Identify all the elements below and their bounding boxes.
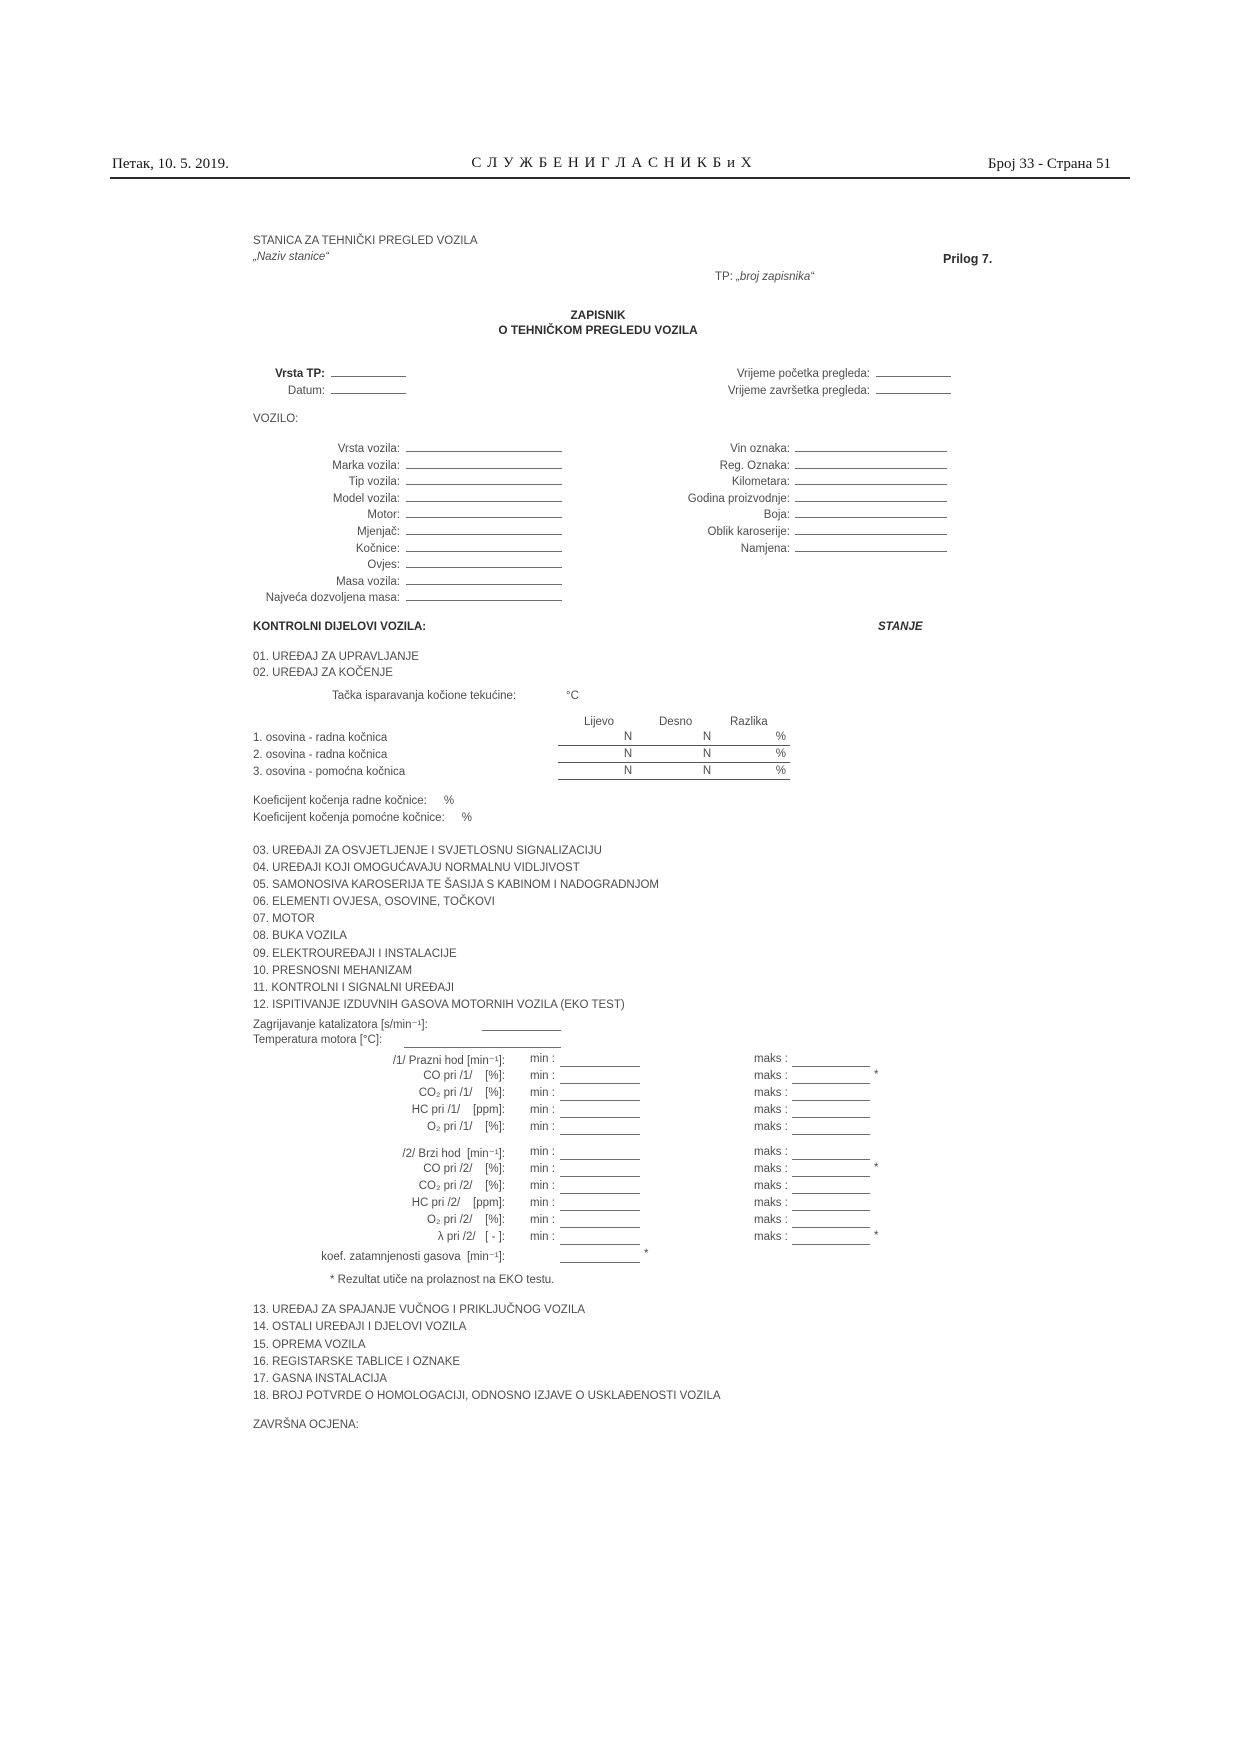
control-items-01-02 (253, 649, 419, 681)
inspection-type-blank (331, 364, 406, 377)
min-value-blank (560, 1214, 640, 1228)
min-label: min : (530, 1180, 555, 1193)
vehicle-field-row (600, 456, 947, 473)
vehicle-field-label: Boja: (763, 509, 790, 522)
catalyst-warmup-blank (482, 1017, 561, 1031)
control-item: 01. UREĐAJ ZA UPRAVLJANJE (253, 651, 419, 663)
axle-left-unit: N (623, 765, 633, 778)
vehicle-field-blank (406, 539, 562, 552)
state-column-label: STANJE (878, 621, 923, 633)
eko-measure-label: O₂ pri /1/ [%]: (427, 1121, 505, 1134)
min-label: min : (530, 1087, 555, 1100)
vehicle-section-label: VOZILO: (253, 413, 299, 425)
vehicle-field-row (230, 505, 562, 522)
brake-table-row (0, 748, 1241, 765)
control-item: 16. REGISTARSKE TABLICE I OZNAKE (253, 1355, 461, 1368)
vehicle-field-row (230, 572, 562, 589)
station-name-placeholder: „Naziv stanice“ (253, 251, 330, 263)
vehicle-field-row (230, 522, 562, 539)
eko-measure-row (0, 1052, 1241, 1069)
maks-value-blank (792, 1231, 870, 1245)
vehicle-field-row (230, 489, 562, 506)
inspection-type-label: Vrsta TP: (275, 368, 325, 380)
eko-measure-label: O₂ pri /2/ [%]: (427, 1214, 505, 1227)
min-value-blank (560, 1163, 640, 1177)
axle-diff-unit: % (775, 765, 786, 778)
control-item: 10. PRESNOSNI MEHANIZAM (253, 964, 413, 977)
inspection-date-label: Datum: (287, 385, 325, 397)
eko-measure-row (0, 1069, 1241, 1086)
axle-diff-unit: % (775, 731, 786, 743)
maks-value-blank (792, 1180, 870, 1194)
soot-coefficient-row (0, 1248, 1241, 1265)
eko-measure-label: HC pri /1/ [ppm]: (411, 1104, 505, 1117)
catalyst-warmup-label: Zagrijavanje katalizatora [s/min⁻¹]: (253, 1019, 428, 1031)
control-item: 12. ISPITIVANJE IZDUVNIH GASOVA MOTORNIH VOZILA (EKO TEST) (253, 998, 625, 1011)
coefficient-label: Koeficijent kočenja radne kočnice: (253, 795, 427, 807)
vehicle-field-blank (795, 522, 947, 535)
control-item: 04. UREĐAJI KOJI OMOGUĆAVAJU NORMALNU VIDLJIVOST (253, 862, 580, 875)
vehicle-field-label: Najveća dozvoljena masa: (265, 592, 400, 605)
axle-values-blank (558, 731, 790, 746)
maks-value-blank (792, 1053, 870, 1067)
min-value-blank (560, 1070, 640, 1084)
brake-header-right: Desno (659, 716, 693, 728)
min-value-blank (560, 1146, 640, 1160)
vehicle-field-row (230, 555, 562, 572)
maks-label: maks : (754, 1087, 788, 1100)
control-item: 08. BUKA VOZILA (253, 930, 347, 943)
maks-value-blank (792, 1163, 870, 1177)
vehicle-field-blank (406, 439, 562, 452)
engine-temp-label: Temperatura motora [°C]: (253, 1034, 383, 1046)
vehicle-field-row (230, 472, 562, 489)
document-title-line2: O TEHNIČKOM PREGLEDU VOZILA (498, 323, 698, 337)
min-label: min : (530, 1053, 555, 1065)
vehicle-field-label: Oblik karoserije: (707, 525, 790, 538)
vehicle-field-label: Vin oznaka: (730, 443, 790, 455)
vehicle-field-label: Reg. Oznaka: (719, 459, 790, 472)
maks-label: maks : (754, 1104, 788, 1117)
axle-values-blank (558, 748, 790, 763)
control-item: 14. OSTALI UREĐAJI I DJELOVI VOZILA (253, 1321, 467, 1334)
min-value-blank (560, 1087, 640, 1101)
control-items-13-18 (253, 1302, 721, 1406)
coefficient-row (253, 793, 472, 810)
annex-label: Prilog 7. (943, 252, 993, 266)
gazette-title: С Л У Ж Б Е Н И Г Л А С Н И К Б и Х (471, 155, 753, 171)
min-value-blank (560, 1180, 640, 1194)
vehicle-field-blank (406, 572, 562, 585)
vehicle-field-row (600, 522, 947, 539)
station-heading: STANICA ZA TEHNIČKI PREGLED VOZILA (253, 235, 478, 247)
vehicle-fields-left-column (230, 439, 562, 605)
inspection-date-row (240, 381, 406, 397)
engine-temp-blank (404, 1034, 561, 1048)
vehicle-field-blank (795, 539, 947, 552)
axle-values-blank (558, 765, 790, 780)
min-label: min : (530, 1231, 555, 1244)
maks-label: maks : (754, 1121, 788, 1134)
vehicle-field-label: Model vozila: (332, 492, 400, 505)
eko-measure-label: CO₂ pri /2/ [%]: (418, 1180, 505, 1193)
tp-number-line (715, 271, 814, 283)
braking-coefficients (253, 793, 472, 827)
control-item: 09. ELEKTROUREĐAJI I INSTALACIJE (253, 947, 457, 960)
header-rule (110, 177, 1130, 179)
maks-label: maks : (754, 1163, 788, 1176)
min-label: min : (530, 1070, 555, 1083)
vehicle-field-blank (406, 456, 562, 469)
brake-header-diff: Razlika (730, 716, 768, 728)
eko-relevance-star: * (874, 1230, 879, 1243)
control-item: 07. MOTOR (253, 913, 315, 926)
document-title-line1: ZAPISNIK (570, 308, 626, 322)
vehicle-field-label: Tip vozila: (348, 476, 400, 489)
control-item: 02. UREĐAJ ZA KOČENJE (253, 667, 393, 679)
vehicle-field-label: Mjenjač: (357, 525, 400, 538)
axle-label: 3. osovina - pomoćna kočnica (253, 766, 406, 779)
eko-measure-label: CO pri /2/ [%]: (423, 1163, 505, 1176)
eko-footnote: * Rezultat utiče na prolaznost na EKO testu. (330, 1274, 555, 1286)
control-items-03-12 (253, 843, 659, 1014)
vehicle-field-blank (795, 505, 947, 518)
inspection-type-row (240, 364, 406, 380)
eko-relevance-star: * (874, 1162, 879, 1175)
maks-label: maks : (754, 1214, 788, 1227)
eko-measure-row (0, 1120, 1241, 1137)
control-item: 13. UREĐAJ ZA SPAJANJE VUČNOG I PRIKLJUČNOG VOZILA (253, 1304, 586, 1316)
vehicle-field-blank (406, 505, 562, 518)
axle-left-unit: N (623, 748, 633, 761)
vehicle-field-label: Godina proizvodnje: (687, 492, 790, 505)
axle-right-unit: N (702, 731, 712, 743)
end-time-label: Vrijeme završetka pregleda: (727, 385, 870, 397)
vehicle-field-row (230, 456, 562, 473)
min-label: min : (530, 1121, 555, 1134)
eko-measure-label: HC pri /2/ [ppm]: (411, 1197, 505, 1210)
axle-right-unit: N (702, 765, 712, 778)
vehicle-field-row (600, 505, 947, 522)
vehicle-field-label: Ovjes: (367, 559, 400, 572)
maks-value-blank (792, 1104, 870, 1118)
min-label: min : (530, 1214, 555, 1227)
coefficient-label: Koeficijent kočenja pomoćne kočnice: (253, 812, 445, 825)
end-time-row (600, 381, 951, 397)
control-parts-heading: KONTROLNI DIJELOVI VOZILA: (253, 621, 427, 633)
vehicle-field-label: Namjena: (740, 542, 790, 555)
min-value-blank (560, 1121, 640, 1135)
eko-measure-row (0, 1179, 1241, 1196)
vehicle-field-label: Vrsta vozila: (337, 443, 400, 455)
soot-value-blank (560, 1249, 640, 1263)
vehicle-field-row (230, 539, 562, 556)
maks-label: maks : (754, 1231, 788, 1244)
min-value-blank (560, 1197, 640, 1211)
start-time-blank (876, 364, 951, 377)
vehicle-field-row (600, 472, 947, 489)
gazette-date: Петак, 10. 5. 2019. (112, 156, 229, 172)
maks-label: maks : (754, 1146, 788, 1158)
start-time-row (600, 364, 951, 380)
min-label: min : (530, 1104, 555, 1117)
start-time-label: Vrijeme početka pregleda: (736, 368, 870, 380)
eko-idle-rows (0, 1052, 1241, 1137)
axle-label: 2. osovina - radna kočnica (253, 749, 388, 762)
control-item: 05. SAMONOSIVA KAROSERIJA TE ŠASIJA S KABINOM I NADOGRADNJOM (253, 879, 660, 892)
min-value-blank (560, 1053, 640, 1067)
eko-measure-label: CO₂ pri /1/ [%]: (418, 1087, 505, 1100)
eko-measure-row (0, 1145, 1241, 1162)
eko-measure-row (0, 1103, 1241, 1120)
control-item: 15. OPREMA VOZILA (253, 1338, 366, 1351)
maks-value-blank (792, 1121, 870, 1135)
vehicle-field-blank (406, 489, 562, 502)
vehicle-fields-right-column (600, 439, 947, 555)
vehicle-field-row (600, 439, 947, 456)
vehicle-field-label: Kočnice: (355, 542, 400, 555)
control-item: 11. KONTROLNI I SIGNALNI UREĐAJI (253, 981, 455, 994)
final-grade-label: ZAVRŠNA OCJENA: (253, 1419, 359, 1431)
eko-measure-label: CO pri /1/ [%]: (423, 1070, 505, 1083)
vehicle-field-row (600, 539, 947, 556)
vehicle-field-label: Marka vozila: (332, 459, 400, 472)
min-value-blank (560, 1231, 640, 1245)
eko-measure-row (0, 1086, 1241, 1103)
vehicle-field-blank (795, 489, 947, 502)
tp-label: TP: (715, 271, 737, 283)
maks-value-blank (792, 1197, 870, 1211)
maks-value-blank (792, 1146, 870, 1160)
control-item: 17. GASNA INSTALACIJA (253, 1373, 388, 1386)
maks-label: maks : (754, 1053, 788, 1065)
control-item: 06. ELEMENTI OVJESA, OSOVINE, TOČKOVI (253, 896, 495, 909)
brake-table-rows (0, 731, 1241, 783)
coefficient-unit: % (461, 812, 473, 825)
eko-measure-label: /2/ Brzi hod [min⁻¹]: (402, 1148, 505, 1160)
boiling-point-label: Tačka isparavanja kočione tekućine: (332, 690, 517, 702)
axle-label: 1. osovina - radna kočnica (253, 732, 388, 744)
maks-label: maks : (754, 1180, 788, 1193)
vehicle-field-blank (795, 456, 947, 469)
vehicle-field-label: Kilometara: (731, 476, 790, 489)
eko-measure-label: /1/ Prazni hod [min⁻¹]: (392, 1055, 505, 1067)
vehicle-field-blank (406, 472, 562, 485)
coefficient-row (253, 810, 472, 827)
vehicle-field-row (230, 439, 562, 456)
axle-right-unit: N (702, 748, 712, 761)
vehicle-field-label: Masa vozila: (336, 575, 400, 588)
maks-label: maks : (754, 1070, 788, 1083)
control-item: 03. UREĐAJI ZA OSVJETLJENJE I SVJETLOSNU SIGNALIZACIJU (253, 845, 602, 857)
min-label: min : (530, 1163, 555, 1176)
vehicle-field-blank (795, 439, 947, 452)
vehicle-field-row (600, 489, 947, 506)
axle-left-unit: N (623, 731, 633, 743)
brake-table-header (0, 716, 1241, 731)
boiling-point-unit: °C (566, 690, 579, 702)
eko-measure-row (0, 1230, 1241, 1247)
min-label: min : (530, 1146, 555, 1158)
vehicle-field-label: Motor: (367, 509, 400, 522)
maks-label: maks : (754, 1197, 788, 1210)
brake-header-left: Lijevo (584, 716, 615, 728)
eko-relevance-star: * (874, 1069, 879, 1082)
brake-table-row (0, 765, 1241, 782)
axle-diff-unit: % (775, 748, 786, 761)
maks-value-blank (792, 1214, 870, 1228)
vehicle-field-blank (406, 588, 562, 601)
gazette-issue-page-number: Број 33 - Страна 51 (987, 156, 1111, 172)
soot-coefficient-label: koef. zatamnjenosti gasova [min⁻¹]: (321, 1251, 505, 1263)
maks-value-blank (792, 1087, 870, 1101)
vehicle-field-blank (406, 522, 562, 535)
vehicle-field-blank (795, 472, 947, 485)
min-value-blank (560, 1104, 640, 1118)
control-item: 18. BROJ POTVRDE O HOMOLOGACIJI, ODNOSNO IZJAVE O USKLAĐENOSTI VOZILA (253, 1390, 721, 1403)
end-time-blank (876, 381, 951, 394)
coefficient-unit: % (443, 795, 455, 807)
eko-fast-rows (0, 1145, 1241, 1248)
maks-value-blank (792, 1070, 870, 1084)
inspection-date-blank (331, 381, 406, 394)
vehicle-field-blank (406, 555, 562, 568)
tp-number-placeholder: „broj zapisnika“ (736, 271, 815, 283)
eko-measure-label: λ pri /2/ [ - ]: (437, 1231, 505, 1244)
min-label: min : (530, 1197, 555, 1210)
vehicle-field-row (230, 588, 562, 605)
brake-table-row (0, 731, 1241, 748)
eko-relevance-star: * (644, 1248, 649, 1260)
eko-measure-row (0, 1213, 1241, 1230)
eko-measure-row (0, 1196, 1241, 1213)
eko-measure-row (0, 1162, 1241, 1179)
